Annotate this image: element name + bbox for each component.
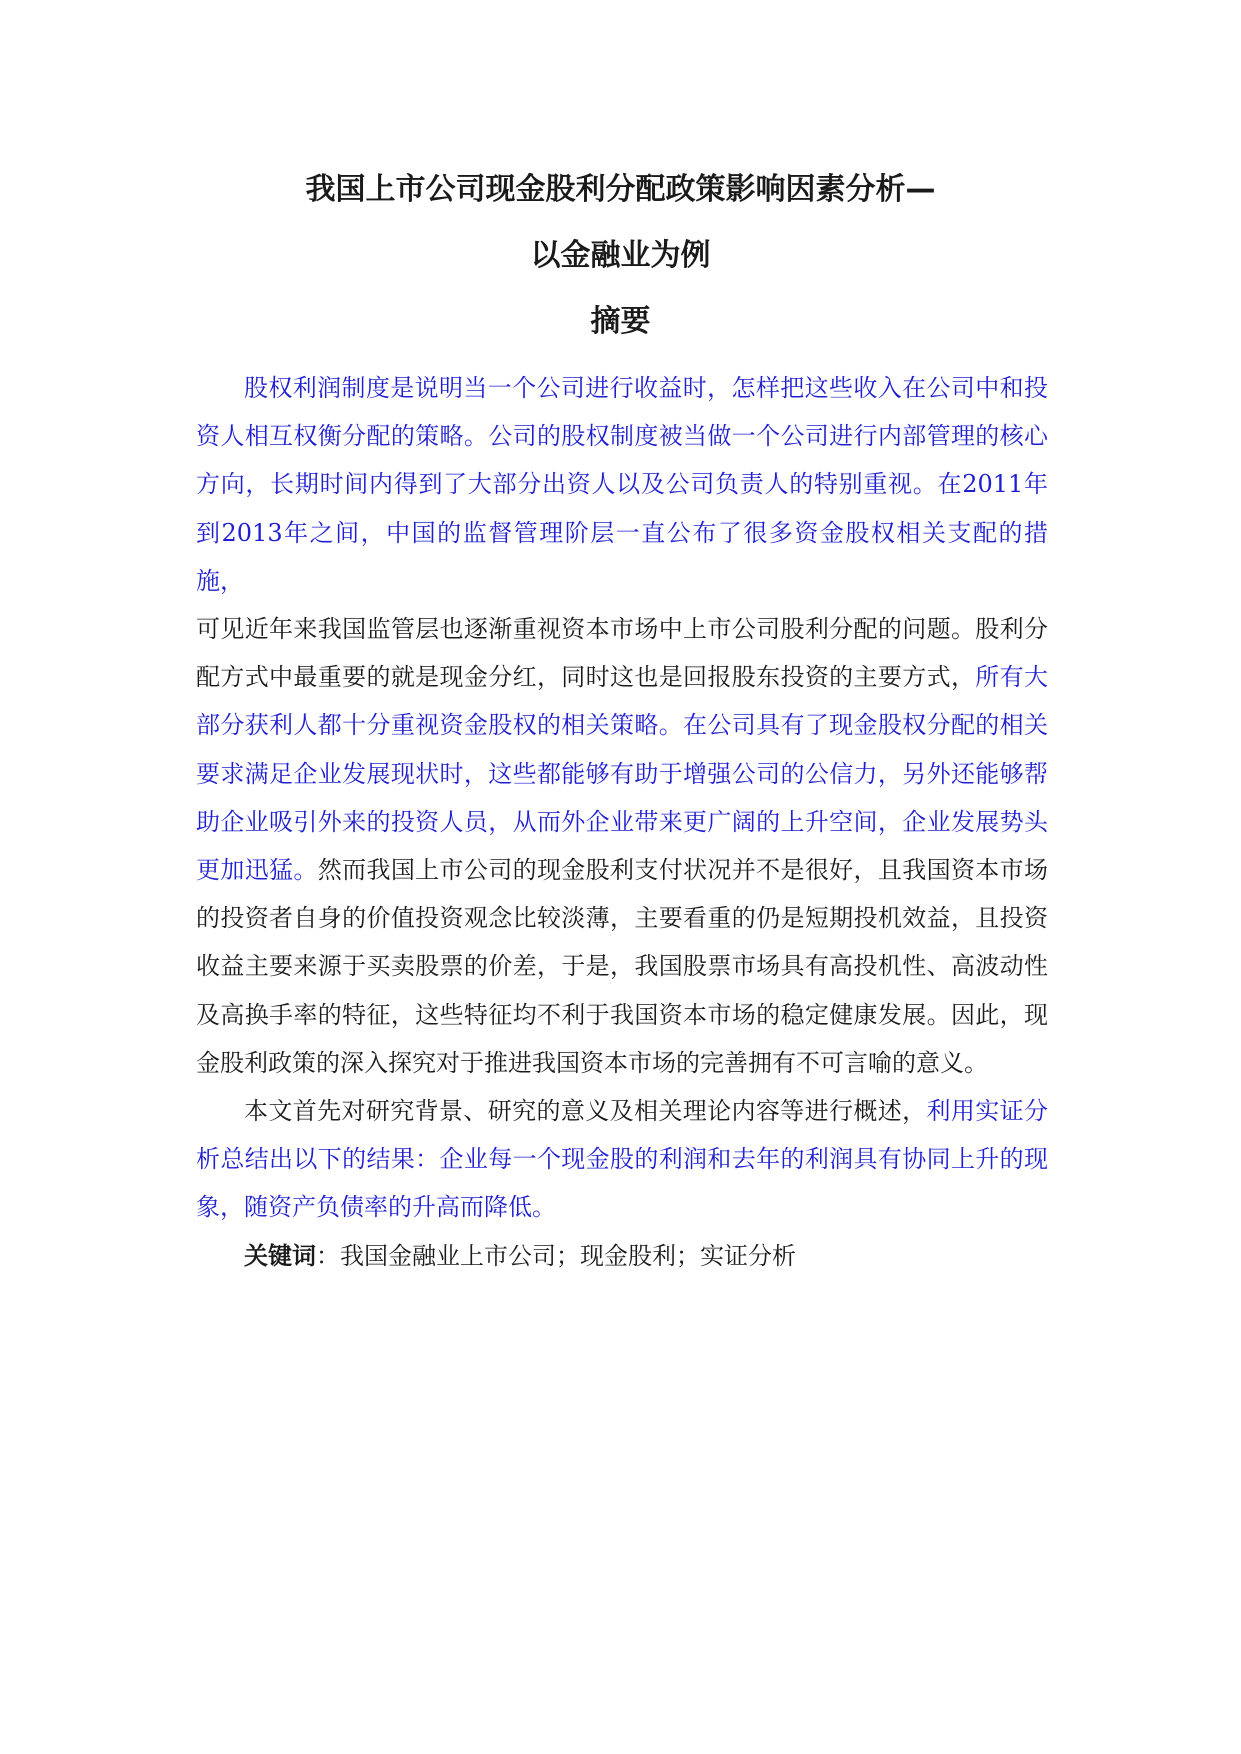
paragraph-text: 本文首先对研究背景、研究的意义及相关理论内容等进行概述， xyxy=(244,1097,927,1126)
paper-title-line-1: 我国上市公司现金股利分配政策影响因素分析— xyxy=(305,172,936,207)
highlighted-text: 股权利润制度是说明当一个公司进行收益时，怎样把这些收入在公司中和投资人相互权衡分配的策略。公司的股权制度被当做一个公司进行内部管理的核心方向，长期时间内得到了大部分出资人以及公司负责人的特别重视。在2011年到2013年之间，中国的监督管理阶层一直公布了很多资金股权相关支配的措施， xyxy=(196,374,1048,595)
keywords-line xyxy=(196,1232,1048,1280)
paper-title-line-2: 以金融业为例 xyxy=(530,238,711,273)
abstract-paragraph-3 xyxy=(196,1087,1048,1232)
paragraph-text: 然而我国上市公司的现金股利支付状况并不是很好，且我国资本市场的投资者自身的价值投资观念比较淡薄，主要看重的仍是短期投机效益，且投资收益主要来源于买卖股票的价差，于是，我国股票市场具有高投机性、高波动性及高换手率的特征，这些特征均不利于我国资本市场的稳定健康发展。因此，现金股利政策的深入探究对于推进我国资本市场的完善拥有不可言喻的意义。 xyxy=(196,856,1048,1077)
abstract-body xyxy=(196,364,1048,1280)
keywords-label: 关键词 xyxy=(244,1241,316,1270)
paragraph-text: 可见近年来我国监管层也逐渐重视资本市场中上市公司股利分配的问题。股利分配方式中最重要的就是现金分红，同时这也是回报股东投资的主要方式， xyxy=(196,615,1048,692)
keywords-text: ：我国金融业上市公司；现金股利；实证分析 xyxy=(316,1241,796,1270)
abstract-paragraph-1 xyxy=(196,364,1048,605)
highlighted-text: 所有大部分获利人都十分重视资金股权的相关策略。在公司具有了现金股权分配的相关要求满足企业发展现状时，这些都能够有助于增强公司的公信力，另外还能够帮助企业吸引外来的投资人员，从而外企业带来更广阔的上升空间，企业发展势头更加迅猛。 xyxy=(196,663,1049,885)
abstract-paragraph-2 xyxy=(196,605,1048,1087)
highlighted-text: 利用实证分析总结出以下的结果：企业每一个现金股的利润和去年的利润具有协同上升的现象，随资产负债率的升高而降低。 xyxy=(196,1097,1048,1222)
abstract-heading: 摘要 xyxy=(590,304,651,339)
